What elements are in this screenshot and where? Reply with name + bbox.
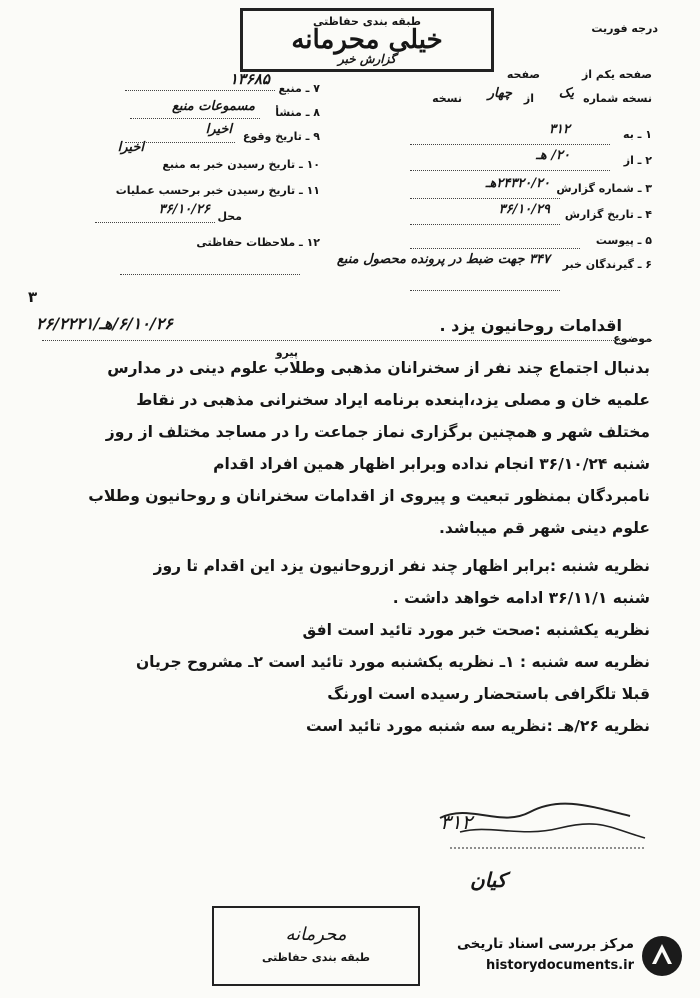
source-received-value: اخیرا	[117, 140, 144, 155]
bottom-classification-stamp	[212, 906, 420, 986]
copy-label: نسخه شماره	[583, 92, 652, 105]
archive-logo-icon	[640, 934, 684, 978]
place-value: ۳۶/۱۰/۲۶	[158, 202, 210, 217]
report-body	[40, 352, 650, 742]
stamp-classification-value: خیلی محرمانه	[291, 25, 443, 55]
report-number-value: ۲۴۳۲۰/۲۰هـ	[485, 176, 550, 191]
watermark-title: مرکز بررسی اسناد تاریخی	[456, 936, 634, 952]
handwritten-scribble	[430, 798, 660, 858]
page-of-label: صفحه	[506, 68, 540, 81]
recipients-value: ۳۴۷ جهت ضبط در پرونده محصول منبع	[336, 252, 550, 267]
from-label: ۲ ـ از	[623, 154, 652, 167]
body-line: شنبه ۳۶/۱۰/۲۴ انجام نداده وبرابر اظهار همین افراد اقدام	[213, 455, 650, 473]
body-line: مختلف شهر و همچنین برگزاری نماز جماعت را در مساجد مختلف از روز	[105, 423, 650, 441]
opinion-line: نظریه ۲۶/هـ :نظریه سه شنبه مورد تائید است	[305, 717, 650, 735]
copy-total: چهار	[487, 86, 512, 101]
subject-label: موضوع	[613, 332, 652, 345]
opinion-line: شنبه ۳۶/۱۱/۱ ادامه خواهد داشت .	[392, 589, 650, 607]
copy-value: یک	[558, 86, 574, 101]
recipients-label: ۶ ـ گیرندگان خبر	[562, 258, 652, 271]
body-line: علوم دینی شهر قم میباشد.	[439, 519, 650, 537]
to-label: ۱ ـ به	[623, 128, 652, 141]
handwritten-note: ۳۱۲	[440, 810, 473, 834]
source-value: ۱۳۶۸۵	[229, 70, 270, 88]
event-date-value: اخیرا	[205, 122, 232, 137]
security-notes-label: ۱۲ ـ ملاحظات حفاظتی	[196, 236, 320, 249]
report-date-label: ۴ ـ تاریخ گزارش	[564, 208, 652, 221]
opinion-line: نظریه یکشنبه :صحت خبر مورد تائید است افق	[302, 621, 650, 639]
origin-value: مسموعات منبع	[171, 99, 255, 114]
stamp-classification-label: طبقه بندی حفاظتی	[312, 15, 422, 28]
classification-stamp	[240, 8, 494, 72]
opinion-line: نظریه سه شنبه : ۱ـ نظریه یکشنبه مورد تائید است ۲ـ مشروح جریان	[135, 653, 650, 671]
watermark	[430, 930, 688, 988]
opinion-line: قبلا تلگرافی باستحضار رسیده است اورنگ	[327, 685, 650, 703]
body-line: بدنبال اجتماع چند نفر از سخنرانان مذهبی وطلاب علوم دینی در مدارس	[107, 359, 650, 377]
page-label: صفحه یکم از	[581, 68, 652, 81]
from-value: ۲۰/ هـ	[536, 148, 570, 163]
stamp-report-type: گزارش خبر	[338, 52, 396, 66]
subject-value: اقدامات روحانیون یزد .	[439, 316, 622, 335]
follow-up-label: پیرو	[275, 346, 298, 359]
attachment-label: ۵ ـ پیوست	[595, 234, 652, 247]
report-date-value: ۳۶/۱۰/۲۹	[498, 202, 550, 217]
to-value: ۳۱۲	[549, 122, 570, 137]
source-received-label: ۱۰ ـ تاریخ رسیدن خبر به منبع	[162, 158, 320, 171]
report-number-label: ۳ ـ شماره گزارش	[556, 182, 652, 195]
priority-label: درجه فوریت	[591, 22, 658, 35]
reference-number: ۶/۱۰/۲۶/هـ/۲۶/۲۲۲۱	[36, 314, 173, 333]
source-label: ۷ ـ منبع	[278, 82, 320, 95]
copy-tail-label: نسخه	[432, 92, 462, 105]
body-line: علمیه خان و مصلی یزد،اینعده برنامه ایراد سخنرانی مذهبی در نقاط	[136, 391, 650, 409]
page-number: ۳	[28, 288, 38, 306]
place-label: محل	[217, 210, 242, 223]
ops-received-label: ۱۱ ـ تاریخ رسیدن خبر برحسب عملیات	[115, 184, 320, 197]
copy-of-label: از	[523, 92, 534, 105]
watermark-url: historydocuments.ir	[485, 958, 634, 973]
signature: کیان	[470, 868, 507, 892]
origin-label: ۸ ـ منشأ	[275, 106, 320, 119]
opinion-line: نظریه شنبه :برابر اظهار چند نفر ازروحانیون یزد این اقدام تا روز	[153, 557, 650, 575]
bottom-stamp-value: محرمانه	[285, 924, 347, 945]
bottom-stamp-label: طبقه بندی حفاظتی	[261, 951, 371, 964]
event-date-label: ۹ ـ تاریخ وقوع	[242, 130, 320, 143]
body-line: نامبردگان بمنظور تبعیت و پیروی از اقدامات سخنرانان و روحانیون وطلاب	[88, 487, 650, 505]
